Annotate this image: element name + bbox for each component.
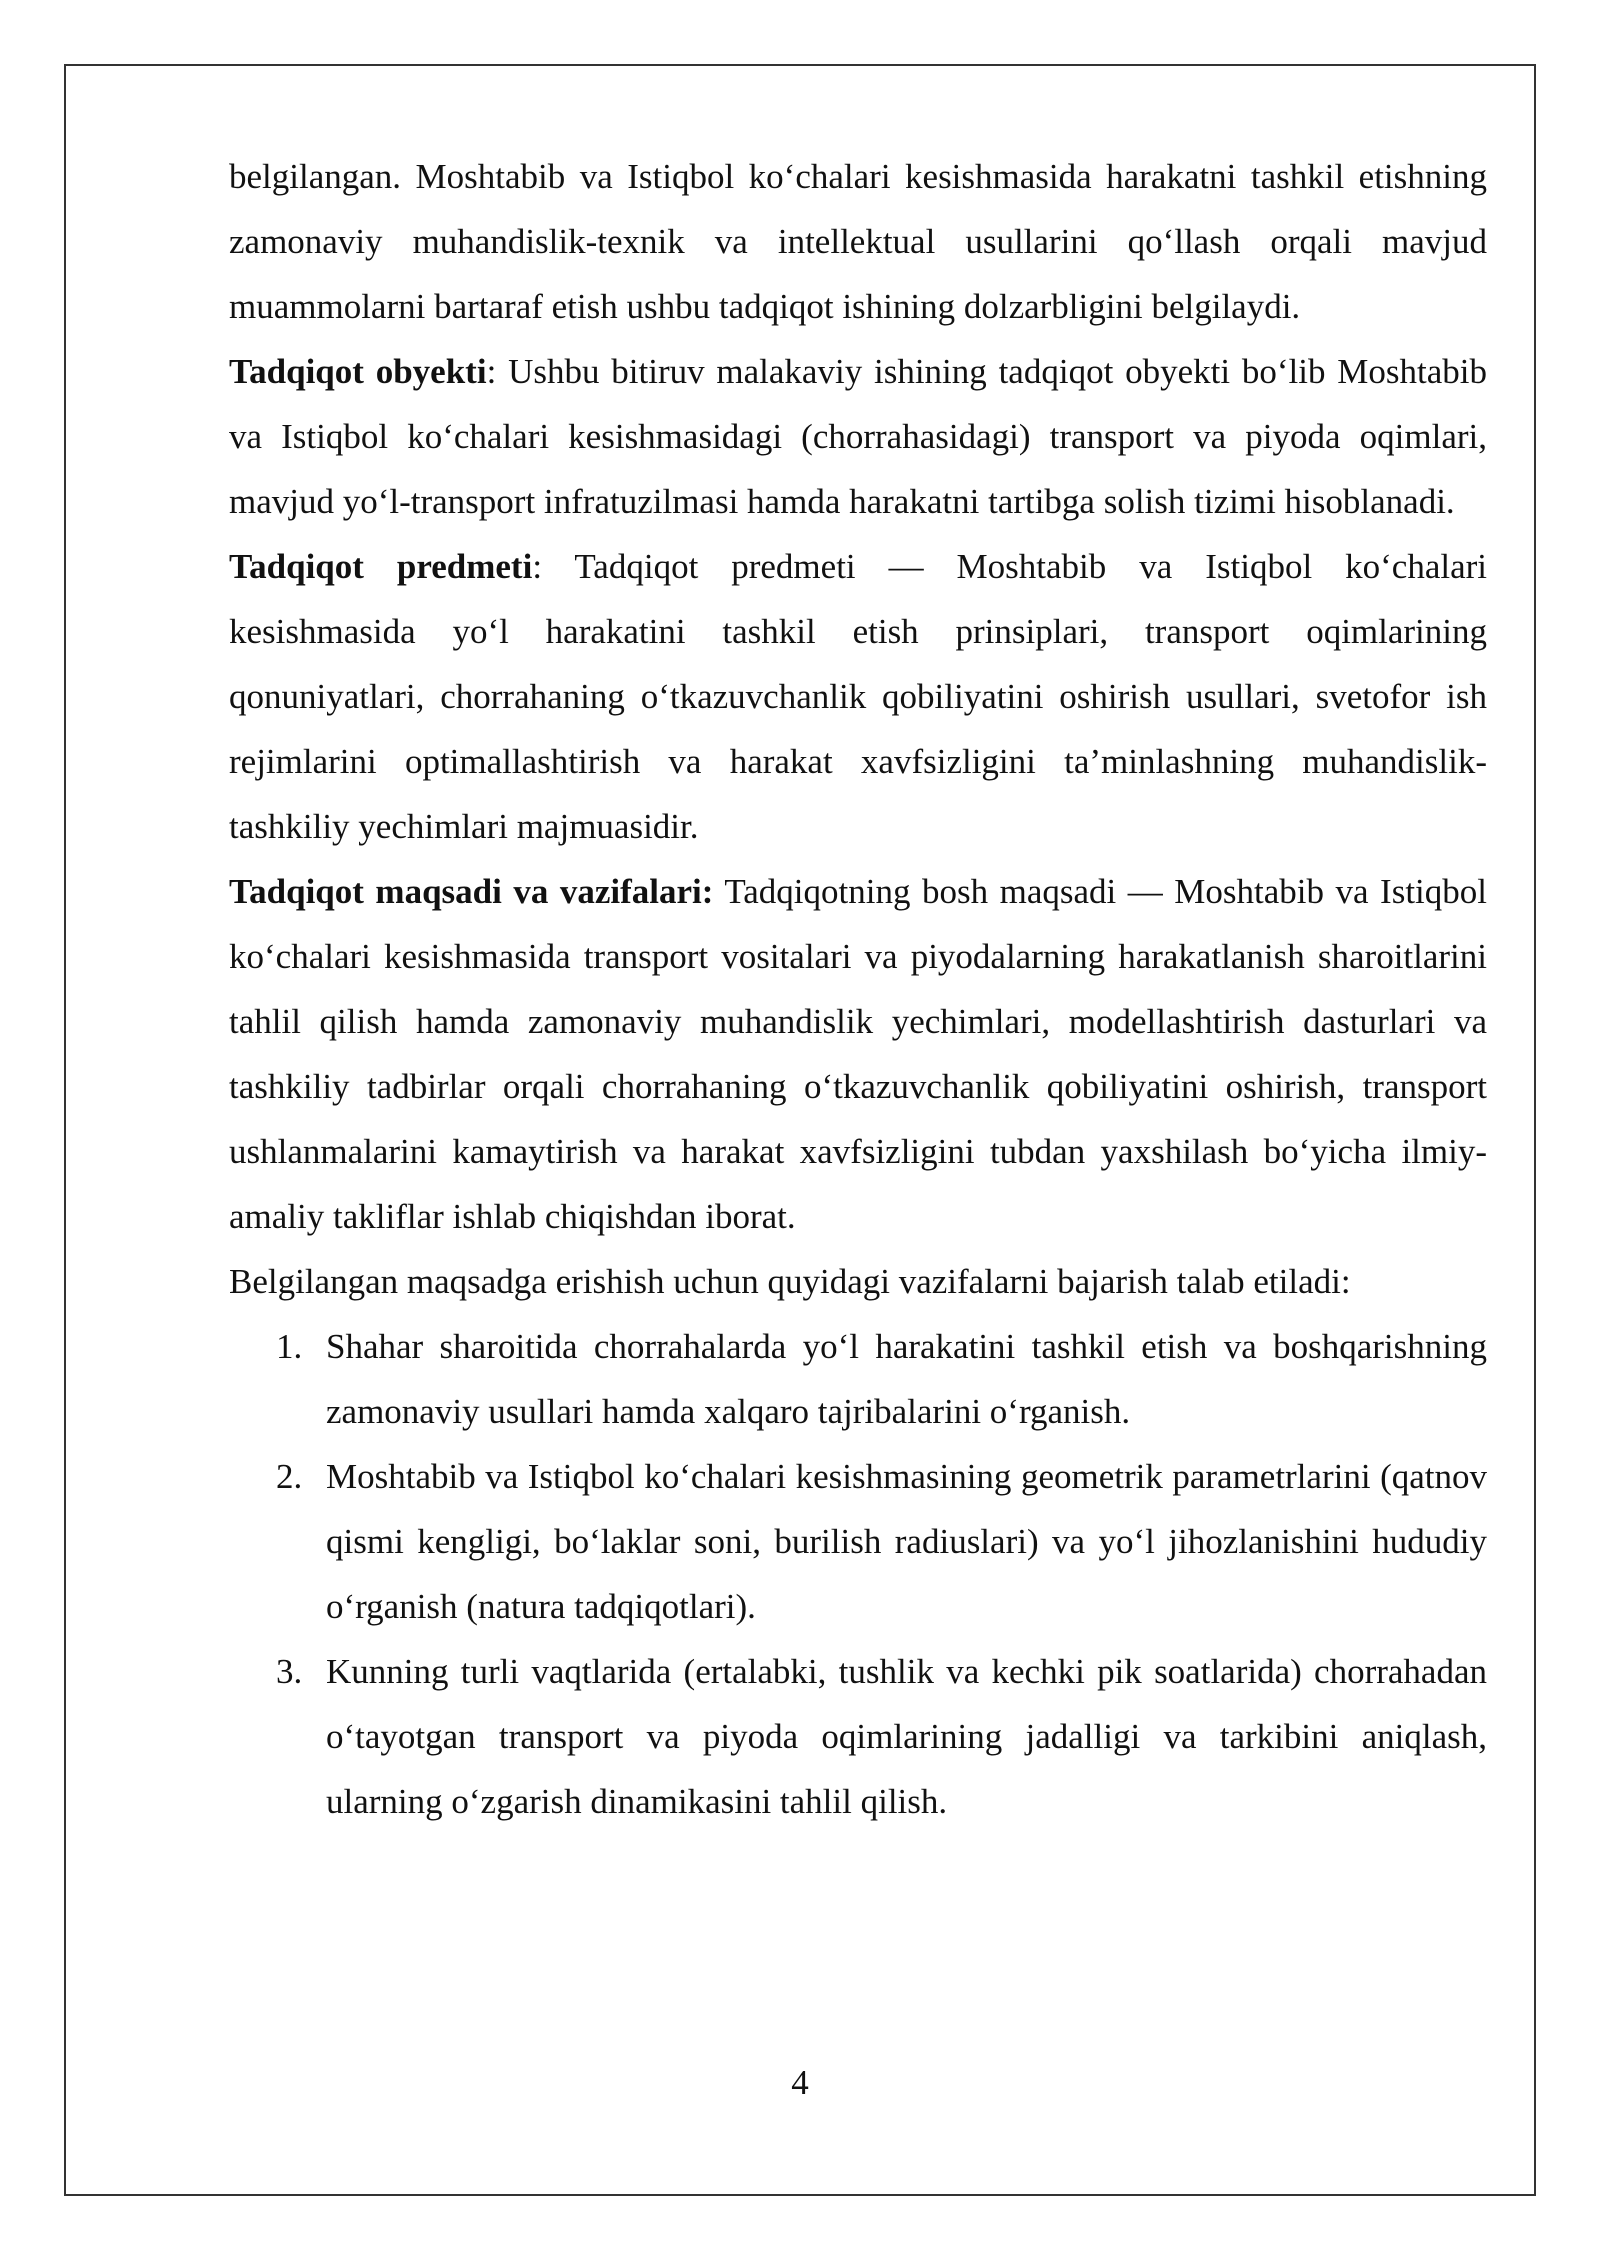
task-number: 3.: [276, 1652, 303, 1691]
research-object-text: Ushbu bitiruv malakaviy ishining tadqiqot obyekti bo‘lib Moshtabib va Istiqbol ko‘chalari kesishmasidagi (chorrahasidagi) transport va piyoda oqimlari, mavjud yo‘l-transport infratuzilmasi hamda harakatni tartibga solish tizimi hisoblanadi.: [229, 352, 1487, 521]
task-item: [229, 1639, 1487, 1834]
research-object-label: Tadqiqot obyekti: [229, 352, 487, 391]
task-list: [229, 1314, 1487, 1834]
tasks-intro: Belgilangan maqsadga erishish uchun quyidagi vazifalarni bajarish talab etiladi:: [229, 1262, 1351, 1301]
task-item: [229, 1314, 1487, 1444]
research-goal-label: Tadqiqot maqsadi va vazifalari:: [229, 872, 714, 911]
research-goal-text: Tadqiqotning bosh maqsadi — Moshtabib va Istiqbol ko‘chalari kesishmasida transport vositalari va piyodalarning harakatlanish sharoitlarini tahlil qilish hamda zamonaviy muhandislik yechimlari, modellashtirish dasturlari va tashkiliy tadbirlar orqali chorrahaning o‘tkazuvchanlik qobiliyatini oshirish, transport ushlanmalarini kamaytirish va harakat xavfsizligini tubdan yaxshilash bo‘yicha ilmiy-amaliy takliflar ishlab chiqishdan iborat.: [229, 872, 1488, 1236]
research-object-separator: :: [486, 352, 497, 391]
task-text: Moshtabib va Istiqbol ko‘chalari kesishmasining geometrik parametrlarini (qatnov qismi kengligi, bo‘laklar soni, burilish radiuslari) va yo‘l jihozlanishini hududiy o‘rganish (natura tadqiqotlari).: [326, 1457, 1487, 1626]
research-subject-separator: :: [532, 547, 543, 586]
research-subject-text: Tadqiqot predmeti — Moshtabib va Istiqbol ko‘chalari kesishmasida yo‘l harakatini tashkil etish prinsiplari, transport oqimlarining qonuniyatlari, chorrahaning o‘tkazuvchanlik qobiliyatini oshirish usullari, svetofor ish rejimlarini optimallashtirish va harakat xavfsizligini ta’minlashning muhandislik-tashkiliy yechimlari majmuasidir.: [229, 547, 1487, 846]
research-object-paragraph: [229, 339, 1487, 534]
document-body: [229, 144, 1487, 1834]
research-subject-label: Tadqiqot predmeti: [229, 547, 533, 586]
task-text: Shahar sharoitida chorrahalarda yo‘l harakatini tashkil etish va boshqarishning zamonaviy usullari hamda xalqaro tajribalarini o‘rganish.: [326, 1327, 1487, 1431]
intro-paragraph: belgilangan. Moshtabib va Istiqbol ko‘chalari kesishmasida harakatni tashkil etishning zamonaviy muhandislik-texnik va intellektual usullarini qo‘llash orqali mavjud muammolarni bartaraf etish ushbu tadqiqot ishining dolzarbligini belgilaydi.: [229, 157, 1487, 326]
task-number: 2.: [276, 1457, 303, 1496]
task-text: Kunning turli vaqtlarida (ertalabki, tushlik va kechki pik soatlarida) chorrahadan o‘tayotgan transport va piyoda oqimlarining jadalligi va tarkibini aniqlash, ularning o‘zgarish dinamikasini tahlil qilish.: [326, 1652, 1487, 1821]
task-number: 1.: [276, 1327, 303, 1366]
page-number: 4: [791, 2063, 809, 2102]
research-subject-paragraph: [229, 534, 1487, 859]
task-item: [229, 1444, 1487, 1639]
research-goal-paragraph: [229, 859, 1487, 1249]
